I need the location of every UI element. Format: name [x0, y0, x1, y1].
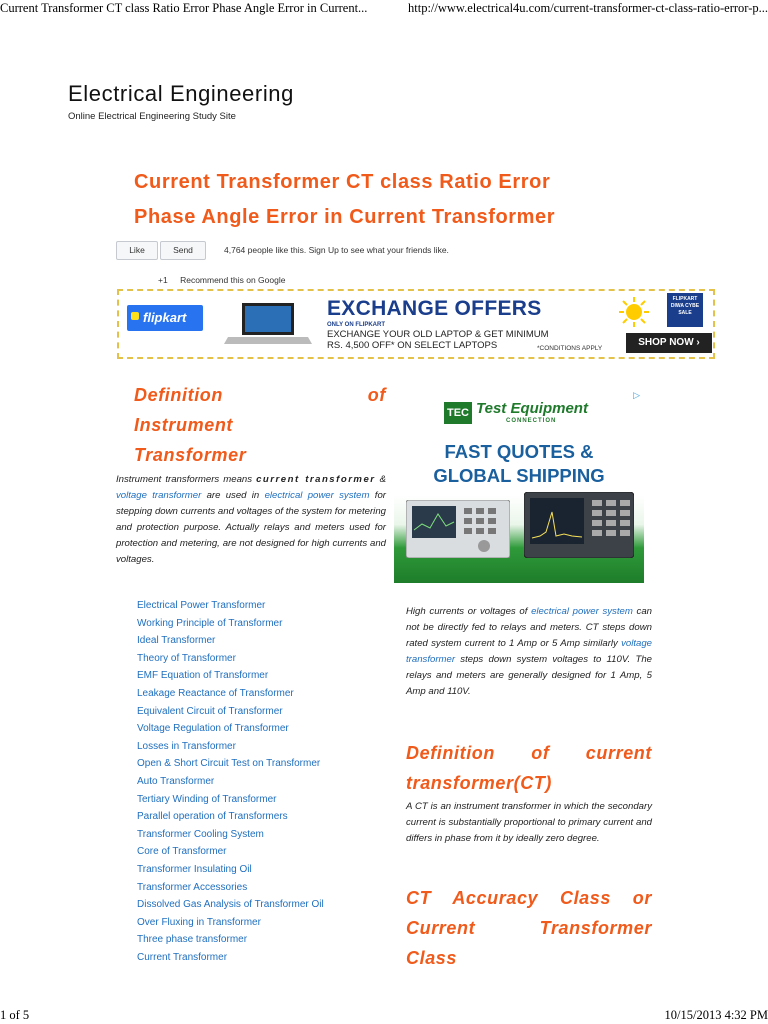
high-currents-paragraph: High currents or voltages of electrical power system can not be directly fed to relays and meters. CT steps down rated system current to 1 Amp or 5 Amp similarly voltage transformer steps down system voltages to 110V. The relays and meters are generally designed for 1 Amp, 5 Amp and 110V.	[406, 606, 652, 697]
article-title-line2: Phase Angle Error in Current Transformer	[134, 206, 556, 228]
related-link[interactable]: Losses in Transformer	[137, 740, 236, 752]
related-link[interactable]: Current Transformer	[137, 951, 228, 963]
ad-headline: FAST QUOTES & GLOBAL SHIPPING	[433, 441, 605, 486]
flipkart-logo: flipkart	[127, 305, 203, 331]
heading-line: Instrument	[134, 415, 234, 435]
related-link[interactable]: Dissolved Gas Analysis of Transformer Oil	[137, 899, 324, 911]
article-title	[134, 165, 694, 235]
google-plus-text: Recommend this on Google	[180, 275, 286, 285]
analyzer-image	[406, 500, 510, 558]
electrical-power-system-link[interactable]: electrical power system	[531, 606, 633, 617]
flipkart-banner-ad[interactable]	[117, 289, 715, 359]
related-link[interactable]: Leakage Reactance of Transformer	[137, 687, 294, 699]
related-link[interactable]: Transformer Insulating Oil	[137, 863, 252, 875]
site-title[interactable]: Electrical Engineering	[68, 81, 294, 106]
adchoices-icon[interactable]: ▷	[633, 390, 640, 400]
related-link[interactable]: Core of Transformer	[137, 846, 227, 858]
instrument-transformer-paragraph: Instrument transformers means current transformer & voltage transformer are used in electrical power system for stepping down currents and voltages of the system for metering and protection purpose. Actually relays and meters used for protection and metering, are not designed for high currents and voltages.	[116, 474, 386, 565]
print-datetime: 10/15/2013 4:32 PM	[664, 1008, 768, 1022]
related-link[interactable]: Voltage Regulation of Transformer	[137, 723, 289, 735]
facebook-like-count: 4,764 people like this. Sign Up to see what your friends like.	[224, 245, 449, 255]
heading-word: of	[367, 385, 386, 405]
related-link[interactable]: EMF Equation of Transformer	[137, 670, 269, 682]
cart-icon	[131, 312, 139, 320]
site-tagline: Online Electrical Engineering Study Site	[68, 111, 236, 122]
heading-word: Definition	[134, 385, 223, 405]
related-link[interactable]: Theory of Transformer	[137, 652, 236, 664]
voltage-transformer-link[interactable]: voltage transformer	[406, 638, 652, 665]
related-link[interactable]: Equivalent Circuit of Transformer	[137, 705, 283, 717]
print-page-title: Current Transformer CT class Ratio Error Phase Angle Error in Current...	[0, 1, 368, 15]
shop-now-button[interactable]: SHOP NOW ›	[626, 333, 712, 353]
ct-definition-paragraph: A CT is an instrument transformer in which the secondary current is substantially proportional to primary current and differs in phase from it by ideally zero degree.	[406, 801, 652, 844]
banner-subline: ONLY ON FLIPKART	[327, 322, 386, 328]
related-link[interactable]: Tertiary Winding of Transformer	[137, 793, 277, 805]
banner-conditions: *CONDITIONS APPLY	[537, 345, 603, 352]
related-link[interactable]: Ideal Transformer	[137, 635, 216, 647]
ad-brand-sub: CONNECTION	[506, 418, 557, 424]
handheld-analyzer-image	[524, 492, 634, 558]
sale-badge: FLIPKART DIWA CYBE SALE	[667, 293, 703, 327]
test-equipment-ad[interactable]	[394, 388, 644, 583]
banner-headline: EXCHANGE OFFERS	[327, 297, 542, 320]
related-link[interactable]: Transformer Cooling System	[137, 828, 264, 840]
related-link[interactable]: Parallel operation of Transformers	[137, 811, 288, 823]
electrical-power-system-link[interactable]: electrical power system	[264, 490, 370, 501]
section-heading-instrument-transformer	[134, 380, 386, 470]
article-title-line1: Current Transformer CT class Ratio Error	[134, 171, 551, 193]
google-plus-button[interactable]: +1	[158, 275, 168, 285]
related-link[interactable]: Open & Short Circuit Test on Transformer	[137, 758, 321, 770]
heading-line: Transformer	[134, 445, 247, 465]
related-link[interactable]: Over Fluxing in Transformer	[137, 916, 261, 928]
print-header	[0, 0, 768, 18]
related-links-list	[137, 597, 324, 966]
google-plus-row	[158, 275, 295, 285]
laptop-image	[224, 301, 312, 345]
related-link[interactable]: Auto Transformer	[137, 775, 215, 787]
related-link[interactable]: Electrical Power Transformer	[137, 600, 266, 611]
tec-logo: TEC	[444, 402, 472, 424]
related-link[interactable]: Three phase transformer	[137, 934, 248, 946]
facebook-like-button[interactable]: Like	[116, 241, 158, 260]
section-heading-ct-accuracy-class: CT Accuracy Class or Current Transformer Class	[406, 888, 652, 968]
voltage-transformer-link[interactable]: voltage transformer	[116, 490, 202, 501]
print-footer	[0, 1008, 768, 1024]
ad-brand: Test Equipment	[476, 400, 588, 417]
related-link[interactable]: Working Principle of Transformer	[137, 617, 283, 629]
facebook-send-button[interactable]: Send	[160, 241, 206, 260]
sun-icon	[619, 297, 649, 327]
banner-line1: EXCHANGE YOUR OLD LAPTOP & GET MINIMUM	[327, 329, 549, 340]
banner-line2: RS. 4,500 OFF* ON SELECT LAPTOPS	[327, 340, 498, 351]
related-link[interactable]: Transformer Accessories	[137, 881, 248, 893]
bold-term: current transformer	[256, 474, 376, 485]
section-heading-current-transformer: Definition of current transformer(CT)	[406, 743, 652, 793]
print-page-url: http://www.electrical4u.com/current-transformer-ct-class-ratio-error-p...	[408, 1, 768, 15]
page-number: 1 of 5	[0, 1008, 30, 1022]
